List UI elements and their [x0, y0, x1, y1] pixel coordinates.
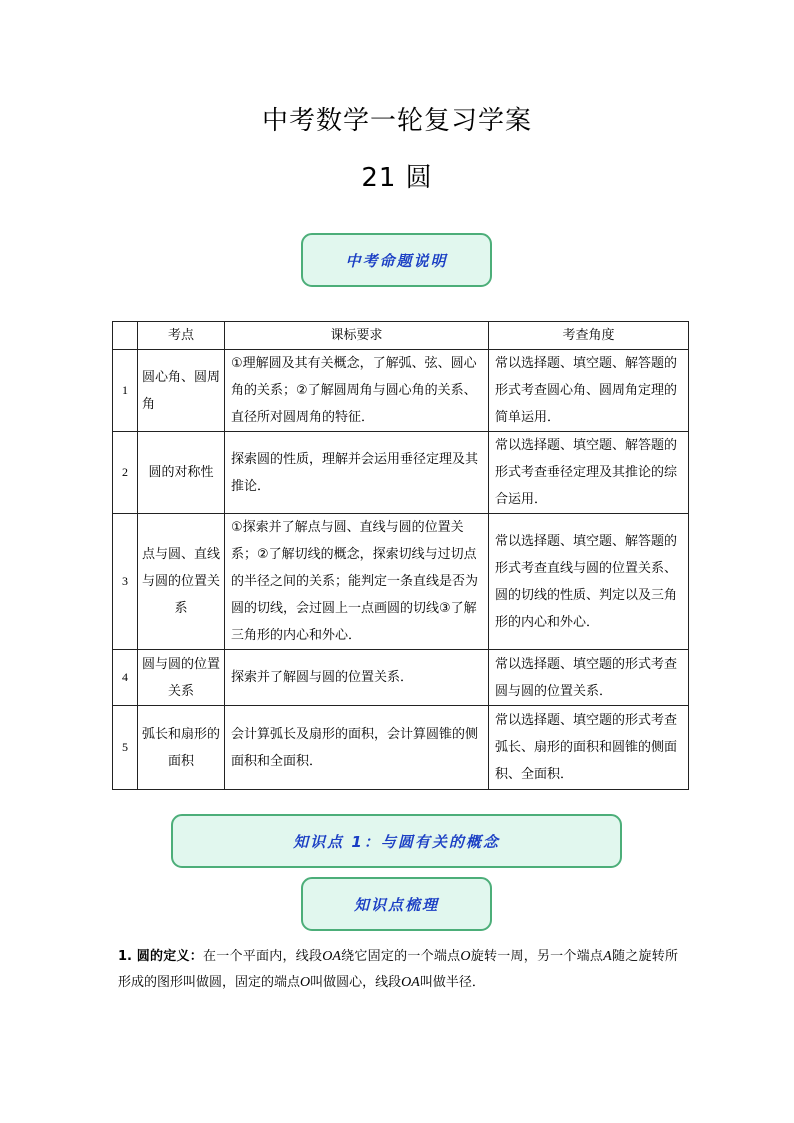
- definition-text: 绕它固定的一个端点: [340, 949, 461, 964]
- row-index: 2: [113, 432, 138, 514]
- row-topic: 圆的对称性: [138, 432, 225, 514]
- knowledge-point-1-banner: 知识点 1：与圆有关的概念: [171, 814, 622, 868]
- document-title: 中考数学一轮复习学案: [261, 106, 532, 136]
- definition-text: 随之旋转所形成的图形叫做圆，固定的端点: [118, 949, 678, 990]
- exam-requirements-table: [112, 321, 689, 790]
- row-requirement: 会计算弧长及扇形的面积，会计算圆锥的侧面积和全面积．: [225, 706, 489, 790]
- circle-definition: [118, 944, 678, 996]
- header-index: [113, 322, 138, 350]
- row-requirement: 探索圆的性质，理解并会运用垂径定理及其推论．: [225, 432, 489, 514]
- knowledge-review-banner: 知识点梳理: [301, 877, 492, 931]
- row-topic: 圆心角、圆周角: [138, 350, 225, 432]
- header-angle: 考查角度: [489, 322, 689, 350]
- row-angle: 常以选择题、填空题的形式考查弧长、扇形的面积和圆锥的侧面积、全面积．: [489, 706, 689, 790]
- row-topic: 弧长和扇形的面积: [138, 706, 225, 790]
- row-angle: 常以选择题、填空题的形式考查圆与圆的位置关系．: [489, 650, 689, 706]
- row-index: 3: [113, 514, 138, 650]
- table-row: [113, 514, 689, 650]
- row-angle: 常以选择题、填空题、解答题的形式考查直线与圆的位置关系、圆的切线的性质、判定以及三角形的内心和外心．: [489, 514, 689, 650]
- point-a: A: [603, 949, 612, 964]
- definition-label: 1. 圆的定义：: [118, 949, 203, 964]
- row-requirement: ①理解圆及其有关概念，了解弧、弦、圆心角的关系；②了解圆周角与圆心角的关系、直径所对圆周角的特征．: [225, 350, 489, 432]
- row-requirement: 探索并了解圆与圆的位置关系．: [225, 650, 489, 706]
- row-index: 1: [113, 350, 138, 432]
- document-subtitle: 21 圆: [361, 163, 433, 193]
- definition-text: 叫做圆心，线段: [310, 975, 402, 990]
- table-row: [113, 432, 689, 514]
- point-o: O: [300, 975, 311, 990]
- row-topic: 点与圆、直线与圆的位置关系: [138, 514, 225, 650]
- row-requirement: ①探索并了解点与圆、直线与圆的位置关系；②了解切线的概念，探索切线与过切点的半径之间的关系；能判定一条直线是否为圆的切线，会过圆上一点画圆的切线③了解三角形的内心和外心．: [225, 514, 489, 650]
- segment-oa: OA: [322, 949, 341, 964]
- point-o: O: [460, 949, 471, 964]
- row-index: 5: [113, 706, 138, 790]
- row-topic: 圆与圆的位置关系: [138, 650, 225, 706]
- header-requirement: 课标要求: [225, 322, 489, 350]
- definition-text: 叫做半径．: [419, 975, 485, 990]
- definition-text: 在一个平面内，线段: [202, 949, 323, 964]
- header-topic: 考点: [138, 322, 225, 350]
- definition-text: 旋转一周，另一个端点: [470, 949, 604, 964]
- table-row: [113, 706, 689, 790]
- table-row: [113, 650, 689, 706]
- table-row: [113, 350, 689, 432]
- segment-oa: OA: [401, 975, 420, 990]
- row-angle: 常以选择题、填空题、解答题的形式考查垂径定理及其推论的综合运用．: [489, 432, 689, 514]
- table-header-row: [113, 322, 689, 350]
- row-angle: 常以选择题、填空题、解答题的形式考查圆心角、圆周角定理的简单运用．: [489, 350, 689, 432]
- row-index: 4: [113, 650, 138, 706]
- exam-notes-banner: 中考命题说明: [301, 233, 492, 287]
